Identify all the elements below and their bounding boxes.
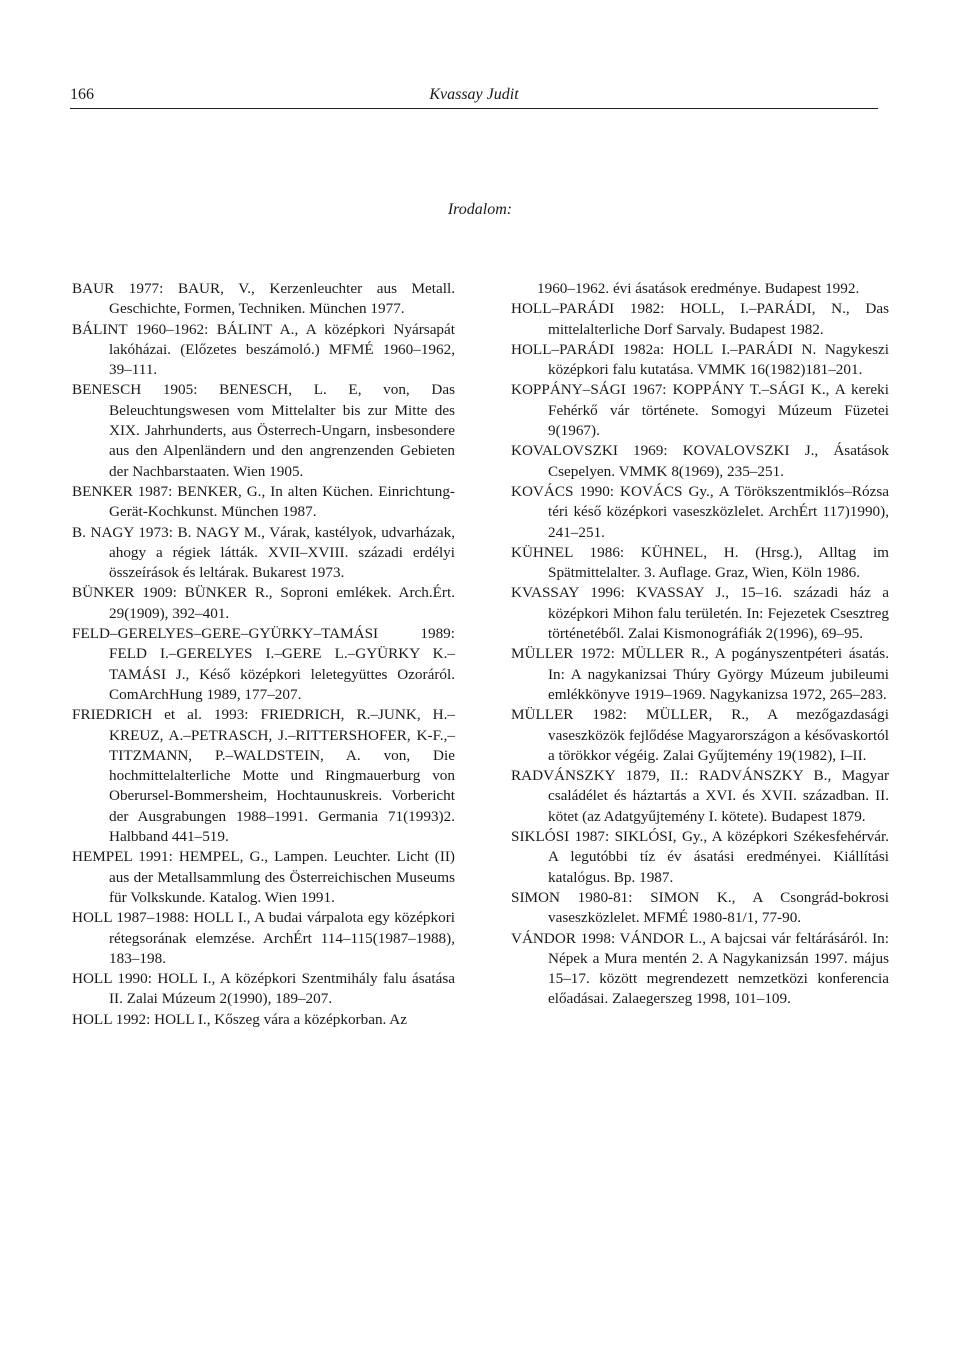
- bibliography-entry: KVASSAY 1996: KVASSAY J., 15–16. századi ház a középkori Mihon falu területén. In: Fejezetek Csesztreg történetéből. Zalai Kismonográfiák 2(1996), 69–95.: [511, 584, 889, 643]
- bibliography-entry: HOLL–PARÁDI 1982a: HOLL I.–PARÁDI N. Nagykeszi középkori falu kutatása. VMMK 16(1982)181–201.: [511, 340, 889, 379]
- bibliography-entry: BENESCH 1905: BENESCH, L. E, von, Das Beleuchtungswesen vom Mittelalter bis zur Mitte des XIX. Jahrhunderts, aus Österrech-Ungarn, insbesondere aus den Alpenländern und den angrenzenden Gebieten der Nachbarstaaten. Wien 1905.: [72, 381, 455, 480]
- bibliography-entry: RADVÁNSZKY 1879, II.: RADVÁNSZKY B., Magyar családélet és háztartás a XVI. és XVII. században. II. kötet (az Adatgyűjtemény I. kötete). Budapest 1879.: [511, 767, 889, 825]
- bibliography-entry: FRIEDRICH et al. 1993: FRIEDRICH, R.–JUNK, H.–KREUZ, A.–PETRASCH, J.–RITTERSHOFER, K-F.,–TITZMANN, P.–WALDSTEIN, A. von, Die hochmittelalterliche Motte und Ringmauerburg von Oberursel-Bommersheim, Hochtaunuskreis. Vorbericht der Ausgrabungen 1988–1991. Germania 71(1993)2. Halbband 441–519.: [72, 706, 455, 846]
- bibliography-entry: KOVALOVSZKI 1969: KOVALOVSZKI J., Ásatások Csepelyen. VMMK 8(1969), 235–251.: [511, 442, 889, 480]
- running-head: Kvassay Judit: [429, 86, 519, 103]
- bibliography-entry: BAUR 1977: BAUR, V., Kerzenleuchter aus Metall. Geschichte, Formen, Techniken. München 1977.: [72, 280, 455, 318]
- bibliography-entry: SIKLÓSI 1987: SIKLÓSI, Gy., A középkori Székesfehérvár. A legutóbbi tíz év ásatási eredményei. Kiállítási katalógus. Bp. 1987.: [511, 828, 889, 886]
- bibliography-entry: HOLL 1992: HOLL I., Kőszeg vára a középkorban. Az: [72, 1010, 407, 1028]
- bibliography-entry: HEMPEL 1991: HEMPEL, G., Lampen. Leuchter. Licht (II) aus der Metallsammlung des Österreichischen Museums für Volkskunde. Katalog. Wien 1991.: [72, 848, 455, 906]
- bibliography-entry: HOLL 1987–1988: HOLL I., A budai várpalota egy középkori rétegsorának elemzése. ArchÉrt 114–115(1987–1988), 183–198.: [72, 909, 455, 967]
- bibliography-entry-continuation: 1960–1962. évi ásatások eredménye. Budapest 1992.: [537, 280, 860, 297]
- page-number: 166: [70, 86, 94, 103]
- page-header: [70, 86, 878, 108]
- bibliography-entry: MÜLLER 1972: MÜLLER R., A pogányszentpéteri ásatás. In: A nagykanizsai Thúry György Múzeum jubileumi emlékkönyve 1919–1969. Nagykanizsa 1972, 265–283.: [511, 645, 889, 703]
- bibliography-entry: B. NAGY 1973: B. NAGY M., Várak, kastélyok, udvarházak, ahogy a régiek látták. XVII–XVIII. századi erdélyi összeírások és leltárak. Bukarest 1973.: [72, 523, 455, 582]
- bibliography-entry: MÜLLER 1982: MÜLLER, R., A mezőgazdasági vaseszközök fejlődése Magyarországon a késővaskortól a törökkor végéig. Zalai Gyűjtemény 19(1982), I–II.: [511, 706, 889, 764]
- bibliography-entry: KOVÁCS 1990: KOVÁCS Gy., A Törökszentmiklós–Rózsa téri késő középkori vaseszközlelet. ArchÉrt 117)1990), 241–251.: [511, 482, 889, 541]
- bibliography-entry: HOLL 1990: HOLL I., A középkori Szentmihály falu ásatása II. Zalai Múzeum 2(1990), 189–207.: [72, 970, 455, 1008]
- bibliography-entry: HOLL–PARÁDI 1982: HOLL, I.–PARÁDI, N., Das mittelalterliche Dorf Sarvaly. Budapest 1982.: [511, 300, 889, 338]
- bibliography-right-column: [511, 279, 889, 1010]
- bibliography-entry: BÜNKER 1909: BÜNKER R., Soproni emlékek. Arch.Ért. 29(1909), 392–401.: [72, 584, 455, 622]
- header-rule: [70, 108, 878, 109]
- bibliography-entry: FELD–GERELYES–GERE–GYÜRKY–TAMÁSI 1989: FELD I.–GERELYES I.–GERE L.–GYÜRKY K.–TAMÁSI J., Késő középkori leletegyüttes Ozoráról. ComArchHung 1989, 177–207.: [72, 625, 455, 703]
- bibliography-entry: KÜHNEL 1986: KÜHNEL, H. (Hrsg.), Alltag im Spätmittelalter. 3. Auflage. Graz, Wien, Köln 1986.: [511, 543, 889, 582]
- bibliography-entry: VÁNDOR 1998: VÁNDOR L., A bajcsai vár feltárásáról. In: Népek a Mura mentén 2. A Nagykanizsán 1997. május 15–17. között megrendezett nemzetközi konferencia előadásai. Zalaegerszeg 1998, 101–109.: [511, 929, 889, 1008]
- bibliography-left-column: [72, 279, 455, 1030]
- bibliography-entry: SIMON 1980-81: SIMON K., A Csongrád-bokrosi vaseszközlelet. MFMÉ 1980-81/1, 77-90.: [511, 888, 889, 927]
- section-title: Irodalom:: [447, 201, 513, 218]
- bibliography-entry: BÁLINT 1960–1962: BÁLINT A., A középkori Nyársapát lakóházai. (Előzetes beszámoló.) MFMÉ 1960–1962, 39–111.: [72, 320, 455, 379]
- bibliography-entry: KOPPÁNY–SÁGI 1967: KOPPÁNY T.–SÁGI K., A kereki Fehérkő vár története. Somogyi Múzeum Füzetei 9(1967).: [511, 381, 889, 440]
- bibliography-entry: BENKER 1987: BENKER, G., In alten Küchen. Einrichtung-Gerät-Kochkunst. München 1987.: [72, 482, 455, 521]
